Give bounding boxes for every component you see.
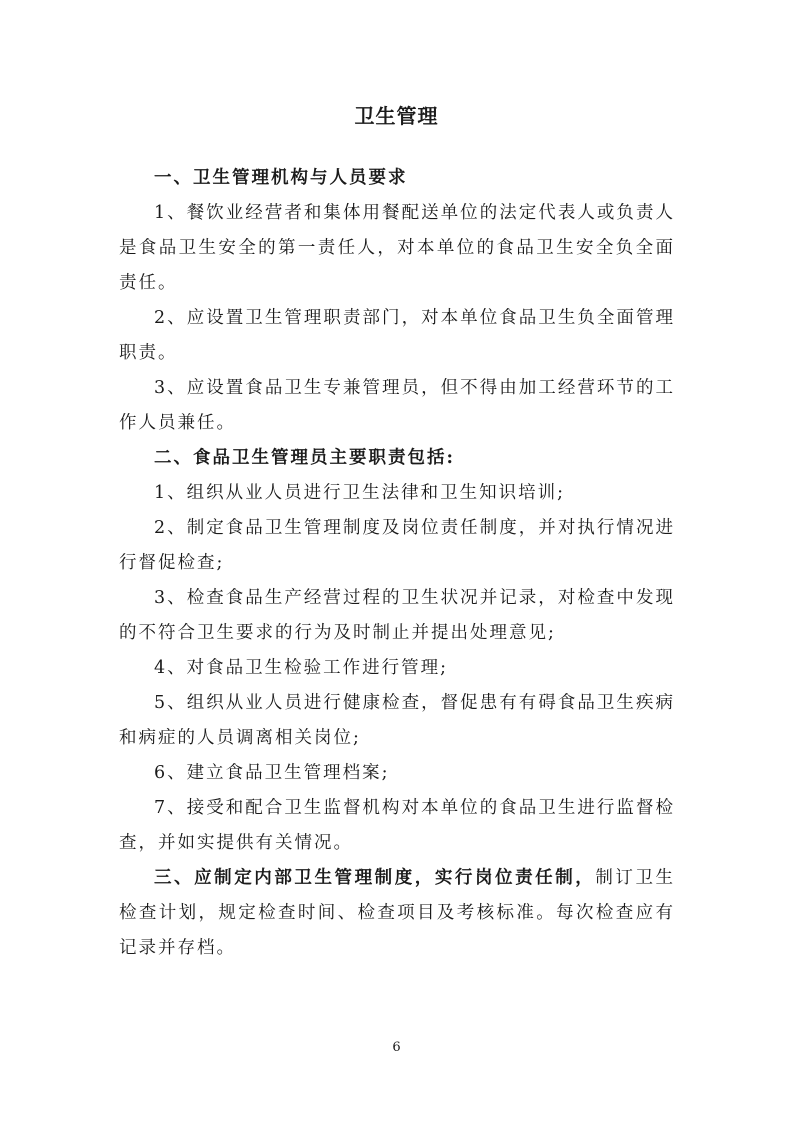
section-2-item-4: 4、对食品卫生检验工作进行管理; [154,658,449,678]
section-heading-1: 一、卫生管理机构与人员要求 [154,168,408,188]
section-2-item-5: 5、组织从业人员进行健康检查，督促患有有碍食品卫生疾病和病症的人员调离相关岗位; [119,693,675,748]
section-2-item-1: 1、组织从业人员进行卫生法律和卫生知识培训; [154,483,566,503]
section-2-item-3: 3、检查食品生产经营过程的卫生状况并记录，对检查中发现的不符合卫生要求的行为及时制止并提出处理意见; [119,588,675,643]
section-3-paragraph [119,861,675,966]
section-2-item-2: 2、制定食品卫生管理制度及岗位责任制度，并对执行情况进行督促检查; [119,518,675,573]
section-1-item-3: 3、应设置食品卫生专兼管理员，但不得由加工经营环节的工作人员兼任。 [119,378,675,433]
page-title: 卫生管理 [354,104,439,128]
section-1-item-2: 2、应设置卫生管理职责部门，对本单位食品卫生负全面管理职责。 [119,308,675,363]
page-number: 6 [392,1040,401,1055]
section-heading-2: 二、食品卫生管理员主要职责包括: [154,448,455,468]
document-body [119,161,675,966]
section-heading-3: 三、应制定内部卫生管理制度，实行岗位责任制， [154,868,596,888]
section-3-text: 制订卫生检查计划，规定检查时间、检查项目及考核标准。每次检查应有记录并存档。 [119,868,676,958]
section-2-item-6: 6、建立食品卫生管理档案; [154,763,390,783]
section-1-item-1: 1、餐饮业经营者和集体用餐配送单位的法定代表人或负责人是食品卫生安全的第一责任人，对本单位的食品卫生安全负全面责任。 [119,203,675,293]
section-2-item-7: 7、接受和配合卫生监督机构对本单位的食品卫生进行监督检查，并如实提供有关情况。 [119,798,675,853]
